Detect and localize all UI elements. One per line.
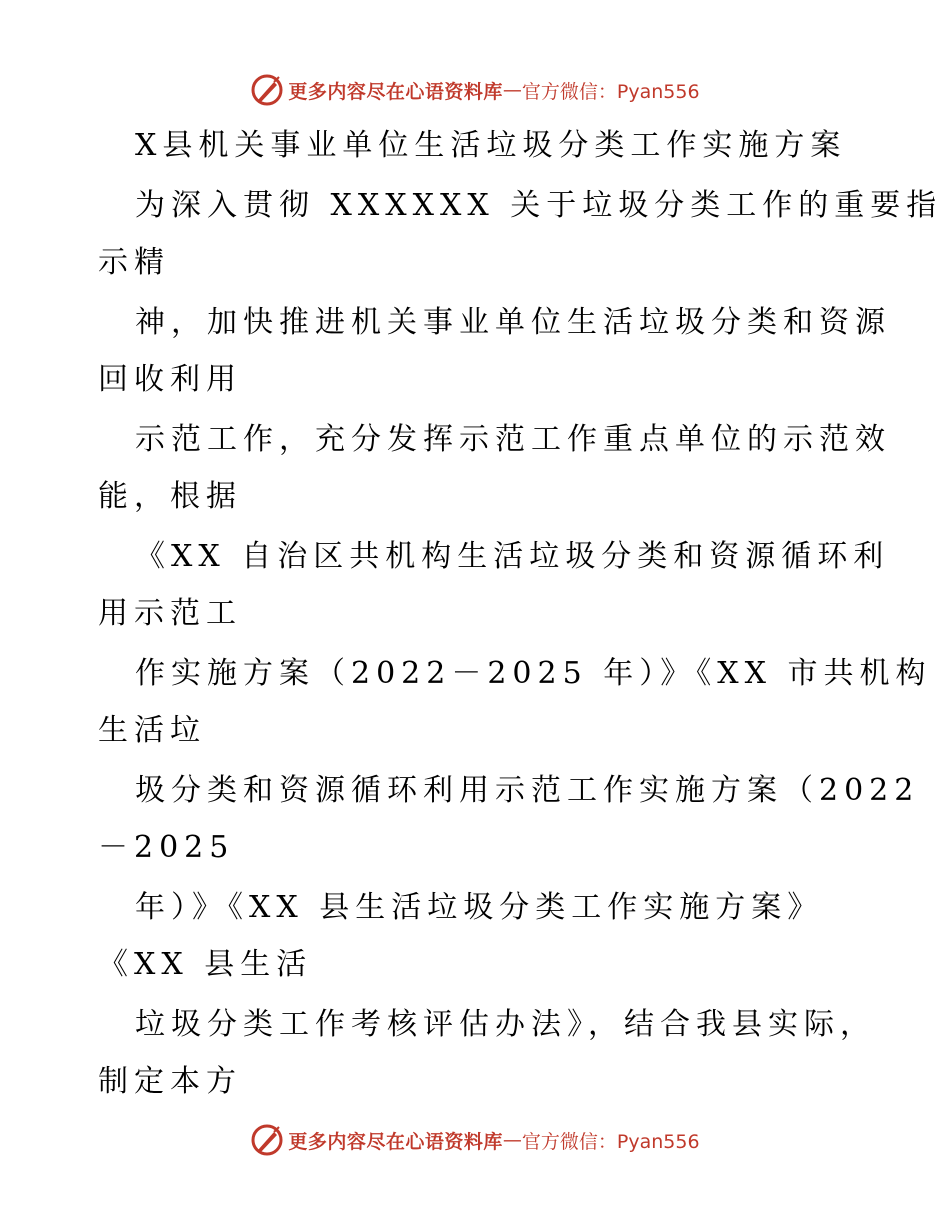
paragraph-line: 《XX 自治区共机构生活垃圾分类和资源循环利 <box>135 539 890 574</box>
paragraph-line: 示范工作，充分发挥示范工作重点单位的示范效 <box>135 422 891 457</box>
paragraph-line: 能，根据 <box>98 479 242 514</box>
paragraph-line: 年）》《XX 县生活垃圾分类工作实施方案》 <box>135 890 824 925</box>
paragraph-line: －2025 <box>98 830 235 865</box>
watermark-wechat: 官方微信：Pyan556 <box>521 80 700 103</box>
paragraph-line: 《XX 县生活 <box>98 947 313 982</box>
paragraph-line: 生活垃 <box>98 713 206 748</box>
paragraph-line: 用示范工 <box>98 596 242 631</box>
quill-logo-icon <box>250 1123 284 1157</box>
paragraph-line: 回收利用 <box>98 362 242 397</box>
paragraph-line: 垃圾分类工作考核评估办法》，结合我县实际， <box>135 1007 876 1042</box>
watermark-dash: — <box>502 79 522 101</box>
watermark-brand: 更多内容尽在心语资料库 <box>288 1130 503 1153</box>
watermark-footer <box>0 1120 950 1160</box>
quill-logo-icon <box>250 73 284 107</box>
paragraph-line: 作实施方案（2022－2025 年）》《XX 市共机构 <box>135 656 932 691</box>
document-title: X县机关事业单位生活垃圾分类工作实施方案 <box>135 128 847 163</box>
watermark-wechat: 官方微信：Pyan556 <box>521 1130 700 1153</box>
paragraph-line: 神，加快推进机关事业单位生活垃圾分类和资源 <box>135 305 891 340</box>
watermark-brand: 更多内容尽在心语资料库 <box>288 80 503 103</box>
paragraph-line: 示精 <box>98 245 170 280</box>
watermark-header <box>0 70 950 110</box>
paragraph-line: 为深入贯彻 XXXXXX 关于垃圾分类工作的重要指 <box>135 188 943 223</box>
paragraph-line: 圾分类和资源循环利用示范工作实施方案（2022 <box>135 773 920 808</box>
paragraph-line: 制定本方 <box>98 1064 242 1099</box>
watermark-dash: — <box>502 1129 522 1151</box>
